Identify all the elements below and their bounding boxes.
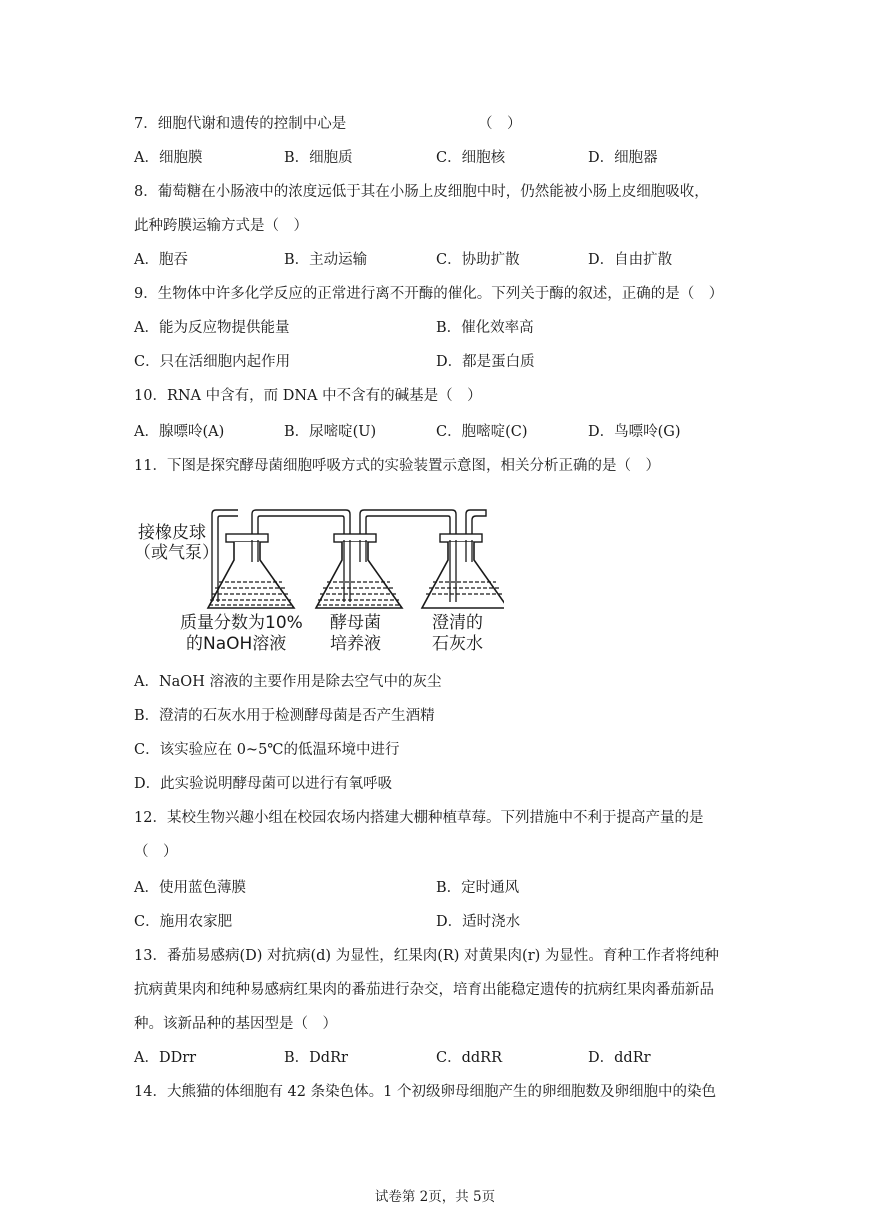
q13-option-d: D．ddRr bbox=[588, 1050, 651, 1066]
limewater-label-line1: 澄清的 bbox=[432, 613, 483, 633]
naoh-flask bbox=[208, 534, 294, 608]
q10-option-b: B．尿嘧啶(U) bbox=[284, 424, 377, 440]
q12-stem-line1: 12．某校生物兴趣小组在校园农场内搭建大棚种植草莓。下列措施中不利于提高产量的是 bbox=[134, 810, 704, 826]
q8-option-b: B．主动运输 bbox=[284, 252, 368, 268]
q10-option-a: A．腺嘌呤(A) bbox=[134, 424, 225, 440]
q9-option-b: B．催化效率高 bbox=[436, 320, 534, 336]
q7-option-d: D．细胞器 bbox=[588, 150, 658, 166]
limewater-label-line2: 石灰水 bbox=[432, 634, 483, 654]
q8-option-a: A．胞吞 bbox=[134, 252, 188, 268]
q11-option-d: D．此实验说明酵母菌可以进行有氧呼吸 bbox=[134, 776, 393, 792]
q9-stem: 9．生物体中许多化学反应的正常进行离不开酶的催化。下列关于酶的叙述，正确的是（ ） bbox=[134, 286, 724, 302]
naoh-label-line1: 质量分数为10% bbox=[180, 613, 303, 633]
q13-option-b: B．DdRr bbox=[284, 1050, 348, 1066]
q11-option-c: C．该实验应在 0~5℃的低温环境中进行 bbox=[134, 742, 400, 758]
q9-option-d: D．都是蛋白质 bbox=[436, 354, 535, 370]
q10-option-d: D．鸟嘌呤(G) bbox=[588, 424, 681, 440]
q12-option-a: A．使用蓝色薄膜 bbox=[134, 880, 246, 896]
q13-stem-line2: 抗病黄果肉和纯种易感病红果肉的番茄进行杂交，培育出能稳定遗传的抗病红果肉番茄新品 bbox=[134, 982, 714, 998]
naoh-label-line2: 的NaOH溶液 bbox=[186, 634, 287, 654]
limewater-flask bbox=[422, 534, 504, 608]
yeast-label-line2: 培养液 bbox=[330, 634, 381, 654]
q11-stem: 11．下图是探究酵母菌细胞呼吸方式的实验装置示意图，相关分析正确的是（ ） bbox=[134, 458, 660, 474]
q7-option-c: C．细胞核 bbox=[436, 150, 506, 166]
q12-stem-line2: （ ） bbox=[134, 844, 178, 860]
q12-option-b: B．定时通风 bbox=[436, 880, 520, 896]
q8-stem-line2: 此种跨膜运输方式是（ ） bbox=[134, 218, 308, 234]
q8-option-c: C．协助扩散 bbox=[436, 252, 520, 268]
q10-stem: 10．RNA 中含有，而 DNA 中不含有的碱基是（ ） bbox=[134, 388, 482, 404]
q7-option-a: A．细胞膜 bbox=[134, 150, 203, 166]
q13-option-c: C．ddRR bbox=[436, 1050, 502, 1066]
pump-label-line2: （或气泵） bbox=[134, 543, 219, 563]
yeast-culture-flask bbox=[316, 534, 402, 608]
q7-answer-paren: （ ） bbox=[478, 116, 522, 132]
yeast-respiration-apparatus-figure bbox=[134, 500, 504, 658]
q8-option-d: D．自由扩散 bbox=[588, 252, 673, 268]
q11-option-b: B．澄清的石灰水用于检测酵母菌是否产生酒精 bbox=[134, 708, 435, 724]
q7-option-b: B．细胞质 bbox=[284, 150, 353, 166]
q13-stem-line1: 13．番茄易感病(D) 对抗病(d) 为显性，红果肉(R) 对黄果肉(r) 为显性。育种工作者将纯种 bbox=[134, 948, 719, 964]
q10-option-c: C．胞嘧啶(C) bbox=[436, 424, 528, 440]
page-footer: 试卷第 2页，共 5页 bbox=[374, 1189, 496, 1205]
q12-option-c: C．施用农家肥 bbox=[134, 914, 233, 930]
q12-option-d: D．适时浇水 bbox=[436, 914, 521, 930]
q13-option-a: A．DDrr bbox=[134, 1050, 197, 1066]
pump-label-line1: 接橡皮球 bbox=[138, 523, 206, 543]
q8-stem-line1: 8．葡萄糖在小肠液中的浓度远低于其在小肠上皮细胞中时，仍然能被小肠上皮细胞吸收， bbox=[134, 184, 709, 200]
q9-option-c: C．只在活细胞内起作用 bbox=[134, 354, 291, 370]
q14-stem: 14．大熊猫的体细胞有 42 条染色体。1 个初级卵母细胞产生的卵细胞数及卵细胞中的染色 bbox=[134, 1084, 716, 1100]
q13-stem-line3: 种。该新品种的基因型是（ ） bbox=[134, 1016, 337, 1032]
q7-stem: 7．细胞代谢和遗传的控制中心是 bbox=[134, 116, 347, 132]
q9-option-a: A．能为反应物提供能量 bbox=[134, 320, 290, 336]
yeast-label-line1: 酵母菌 bbox=[330, 613, 381, 633]
q11-option-a: A．NaOH 溶液的主要作用是除去空气中的灰尘 bbox=[134, 674, 442, 690]
